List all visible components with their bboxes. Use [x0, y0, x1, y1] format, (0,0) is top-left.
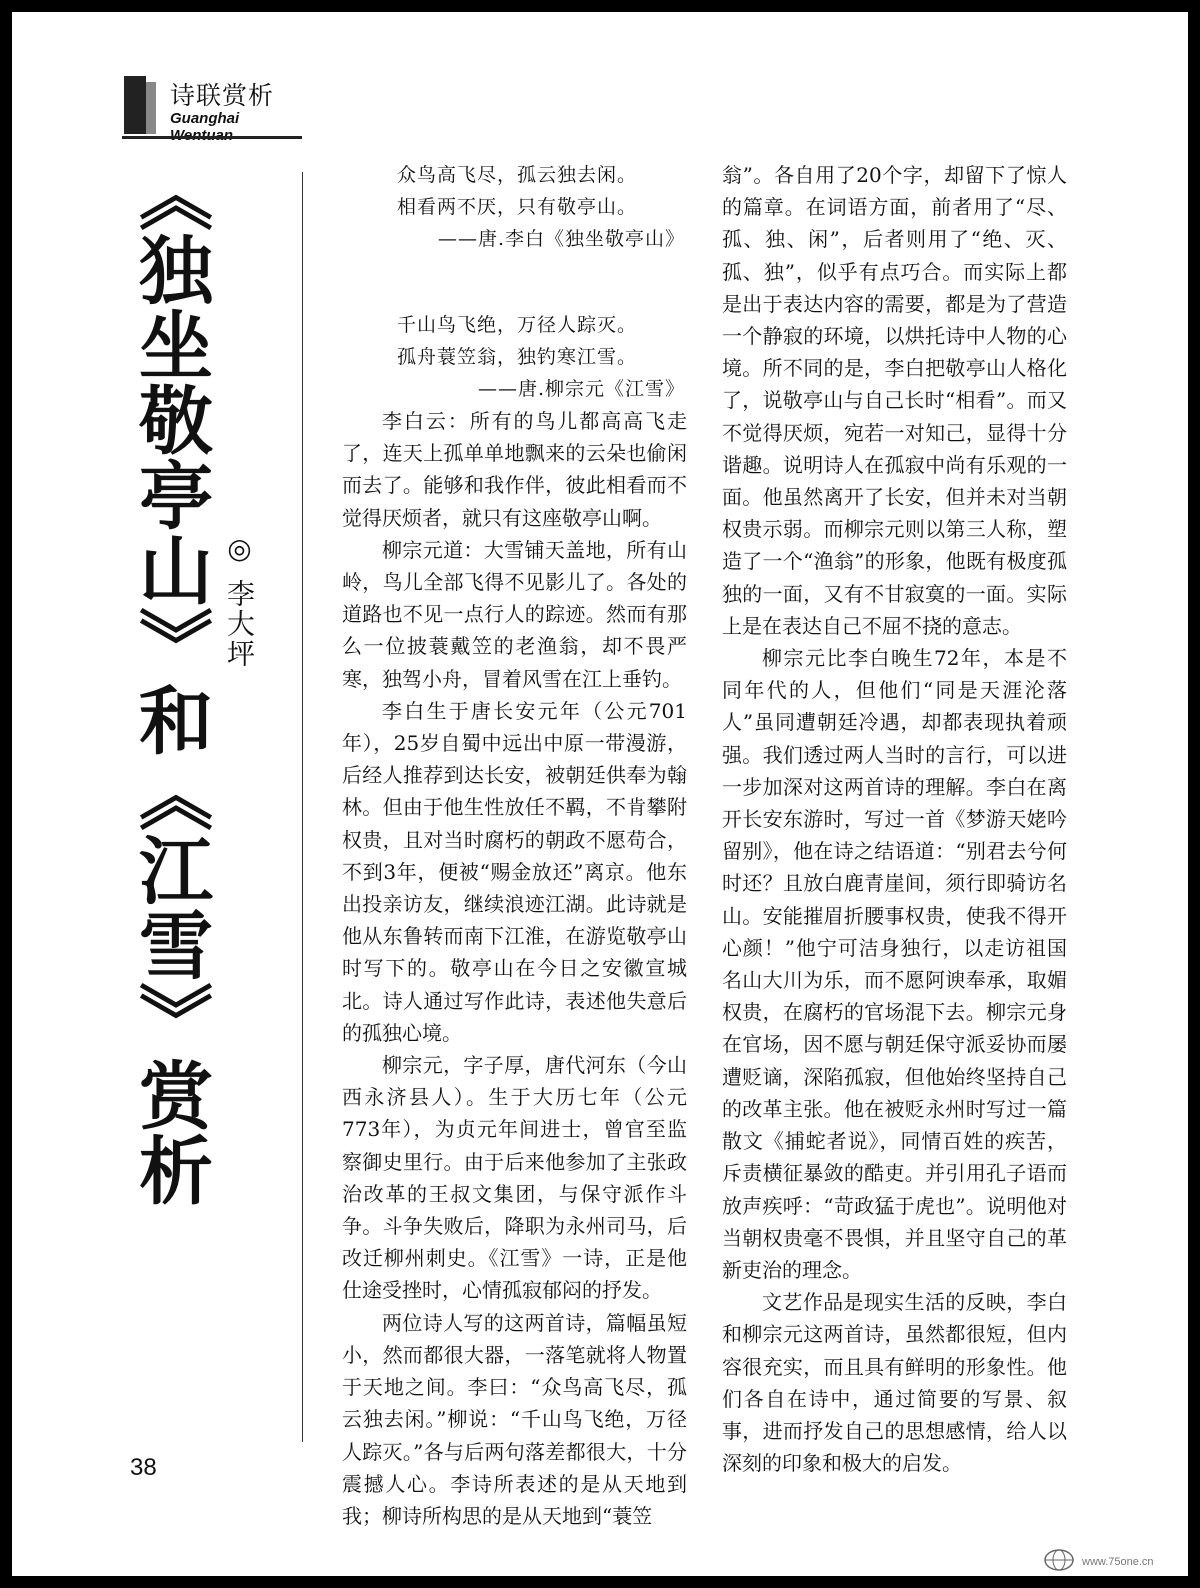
- globe-logo-icon: [1042, 1544, 1076, 1572]
- watermark-text: www.75one.cn: [1082, 1556, 1154, 1568]
- section-header: [122, 70, 302, 140]
- poem-line: 相看两不厌，只有敬亭山。: [397, 196, 638, 218]
- paragraph: 柳宗元，字子厚，唐代河东（今山西永济县人）。生于大历七年（公元773年），为贞元年间进士，曾官至监察御史里行。由于后来他参加了主张政治改革的王叔文集团，与保守派作斗争。斗争失败后，降职为永州司马，后改迁柳州刺史。《江雪》一诗，正是他仕途受挫时，心情孤寂郁闷的抒发。: [342, 1053, 687, 1303]
- paragraph: 柳宗元比李白晚生72年，本是不同年代的人，但他们“同是天涯沦落人”虽同遭朝廷冷遇，却都表现执着顽强。我们透过两人当时的言行，可以进一步加深对这两首诗的理解。李白在离开长安东游时，写过一首《梦游天姥吟留别》，他在诗之结语道：“别君去兮何时还？且放白鹿青崖间，须行即骑访名山。安能摧眉折腰事权贵，使我不得开心颜！”他宁可洁身独行，以走访祖国名山大川为乐，而不愿阿谀奉承，取媚权贵，在腐朽的官场混下去。柳宗元身在官场，因不愿与朝廷保守派妥协而屡遭贬谪，深陷孤寂，但他始终坚持自己的改革主张。他在被贬永州时写过一篇散文《捕蛇者说》，同情百姓的疾苦，斥责横征暴敛的酷吏。并引用孔子语而放声疾呼：“苛政猛于虎也”。说明他对当朝权贵毫不畏惧，并且坚守自己的革新吏治的理念。: [722, 646, 1067, 1282]
- byline: [217, 532, 261, 669]
- section-rule: [122, 136, 302, 139]
- text-column-2: [722, 159, 1067, 1479]
- poem-attribution: ——唐.柳宗元《江雪》: [477, 378, 685, 400]
- paragraph: 文艺作品是现实生活的反映，李白和柳宗元这两首诗，虽然都很短，但内容很充实，而且具有鲜明的形象性。他们各自在诗中，通过简要的写景、叙事，进而抒发自己的思想感情，给人以深刻的印象和极大的启发。: [722, 1290, 1067, 1476]
- paragraph: 柳宗元道：大雪铺天盖地，所有山岭，鸟儿全部飞得不见影儿了。各处的道路也不见一点行人的踪迹。然而有那么一位披蓑戴笠的老渔翁，却不畏严寒，独驾小舟，冒着风雪在江上垂钓。: [342, 537, 687, 691]
- section-logo-shadow: [146, 82, 156, 134]
- poem-liu-zongyuan: [342, 309, 687, 405]
- poem-line: 众鸟高飞尽，孤云独去闲。: [397, 164, 638, 186]
- magazine-page: [12, 12, 1188, 1576]
- text-column-1: [342, 159, 687, 1532]
- poem-attribution: ——唐.李白《独坐敬亭山》: [437, 228, 685, 250]
- section-logo-block: [124, 76, 146, 134]
- poem-line: 孤舟蓑笠翁，独钓寒江雪。: [397, 346, 638, 368]
- paragraph: 李白生于唐长安元年（公元701年），25岁自蜀中远出中原一带漫游，后经人推荐到达长安，被朝廷供奉为翰林。但由于他生性放任不羁，不肯攀附权贵，且对当时腐朽的朝政不愿苟合，不到3年，便被“赐金放还”离京。他东出投亲访友，继续浪迹江湖。此诗就是他从东鲁转而南下江淮，在游览敬亭山时写下的。敬亭山在今日之安徽宣城北。诗人通过写作此诗，表述他失意后的孤独心境。: [342, 698, 687, 1045]
- poem-line: 千山鸟飞绝，万径人踪灭。: [397, 314, 638, 336]
- poem-li-bai: [342, 159, 687, 255]
- paragraph: 两位诗人写的这两首诗，篇幅虽短小，然而都很大器，一落笔就将人物置于天地之间。李曰：“众鸟高飞尽，孤云独去闲。”柳说：“千山鸟飞绝，万径人踪灭。”各与后两句落差都很大，十分震撼人心。李诗所表述的是从天地到我；柳诗所构思的是从天地到“蓑笠: [342, 1310, 687, 1528]
- divider-line: [302, 172, 303, 1442]
- author-name: 李大坪: [223, 579, 256, 669]
- section-title-en: Guanghai: [170, 110, 240, 127]
- section-title-cn: 诗联赏析: [170, 81, 275, 110]
- page-number: 38: [130, 1454, 157, 1481]
- watermark: [1042, 1544, 1182, 1572]
- article-title: 《独坐敬亭山》和《江雪》赏析: [127, 157, 213, 1207]
- paragraph: 翁”。各自用了20个字，却留下了惊人的篇章。在词语方面，前者用了“尽、孤、独、闲”，后者则用了“绝、灭、孤、独”，似乎有点巧合。而实际上都是出于表达内容的需要，都是为了营造一个静寂的环境，以烘托诗中人物的心境。所不同的是，李白把敬亭山人格化了，说敬亭山与自己长时“相看”。而又不觉得厌烦，宛若一对知己，显得十分谐趣。说明诗人在孤寂中尚有乐观的一面。他虽然离开了长安，但并未对当朝权贵示弱。而柳宗元则以第三人称，塑造了一个“渔翁”的形象，他既有极度孤独的一面，又有不甘寂寞的一面。实际上是在表达自己不屈不挠的意志。: [722, 163, 1067, 638]
- author-mark: ◎: [223, 532, 256, 567]
- paragraph: 李白云：所有的鸟儿都高高飞走了，连天上孤单单地飘来的云朵也偷闲而去了。能够和我作伴，彼此相看而不觉得厌烦者，就只有这座敬亭山啊。: [342, 409, 687, 530]
